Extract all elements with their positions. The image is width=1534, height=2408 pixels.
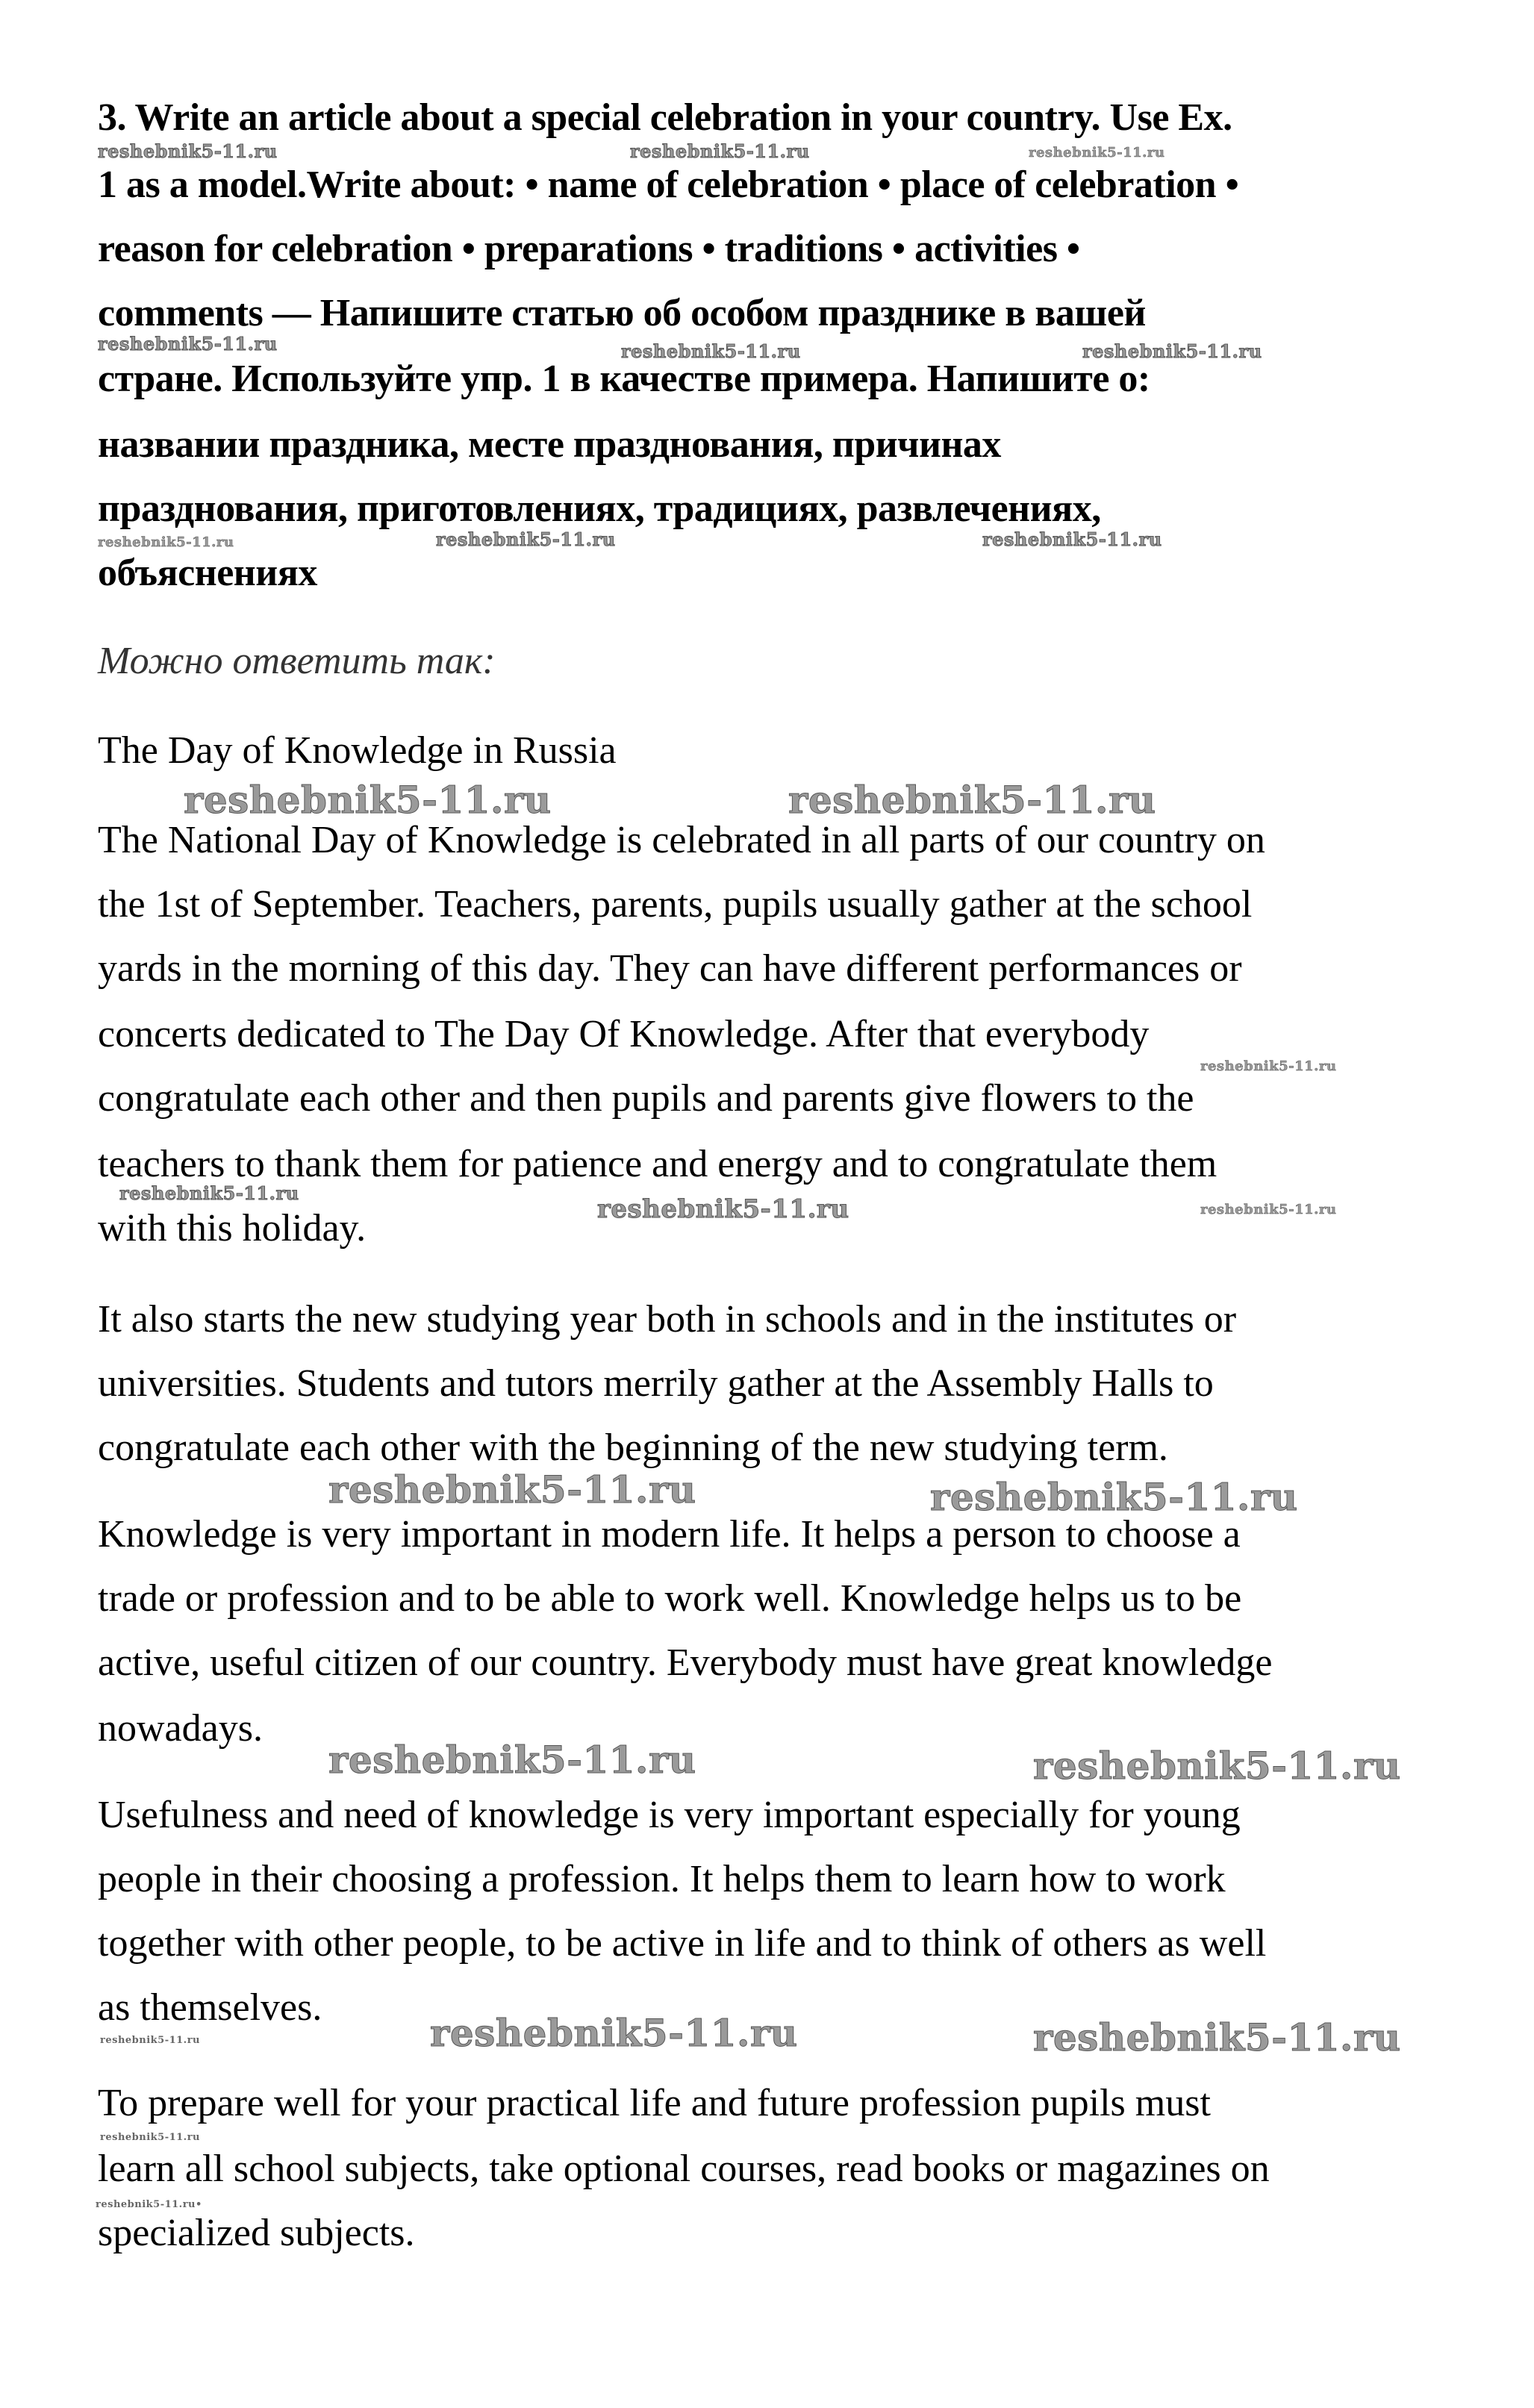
article-line: the 1st of September. Teachers, parents, pupils usually gather at the school: [98, 883, 1253, 926]
answer-intro: Можно ответить так:: [98, 640, 496, 682]
article-line: trade or profession and to be able to work well. Knowledge helps us to be: [98, 1577, 1242, 1620]
watermark: reshebnik5-11.ru: [1082, 340, 1262, 362]
watermark: reshebnik5-11.ru: [100, 2132, 201, 2143]
watermark: reshebnik5-11.ru: [184, 778, 552, 822]
task-line-4: comments — Напишите статью об особом празднике в вашей: [98, 292, 1146, 334]
watermark: reshebnik5-11.ru: [1033, 2015, 1401, 2059]
watermark: reshebnik5-11.ru: [328, 1467, 696, 1512]
watermark: reshebnik5-11.ru: [597, 1194, 849, 1224]
watermark: reshebnik5-11.ru: [1200, 1058, 1337, 1074]
task-line-7: празднования, приготовлениях, традициях, развлечениях,: [98, 487, 1101, 530]
article-line: specialized subjects.: [98, 2212, 415, 2254]
watermark: reshebnik5-11.ru: [119, 1182, 299, 1204]
article-line: Usefulness and need of knowledge is very important especially for young: [98, 1794, 1241, 1836]
watermark: reshebnik5-11.ru: [430, 2011, 798, 2055]
watermark: reshebnik5-11.ru: [98, 140, 278, 162]
article-line: as themselves.: [98, 1986, 322, 2029]
article-line: active, useful citizen of our country. Everybody must have great knowledge: [98, 1641, 1273, 1684]
watermark: reshebnik5-11.ru•: [96, 2199, 202, 2210]
watermark: reshebnik5-11.ru: [1200, 1202, 1337, 1217]
watermark: reshebnik5-11.ru: [621, 340, 801, 362]
watermark: reshebnik5-11.ru: [630, 140, 810, 162]
task-line-2: 1 as a model.Write about: • name of celebration • place of celebration •: [98, 163, 1239, 206]
task-line-5: стране. Используйте упр. 1 в качестве примера. Напишите о:: [98, 358, 1150, 400]
article-line: yards in the morning of this day. They can have different performances or: [98, 947, 1242, 990]
watermark: reshebnik5-11.ru: [328, 1738, 696, 1782]
article-line: with this holiday.: [98, 1207, 367, 1250]
article-line: congratulate each other with the beginning of the new studying term.: [98, 1426, 1168, 1469]
article-line: together with other people, to be active in life and to think of others as well: [98, 1922, 1267, 1965]
watermark: reshebnik5-11.ru: [788, 778, 1156, 822]
article-line: concerts dedicated to The Day Of Knowledge. After that everybody: [98, 1013, 1150, 1055]
article-line: The National Day of Knowledge is celebrated in all parts of our country on: [98, 819, 1265, 861]
article-title: The Day of Knowledge in Russia: [98, 729, 617, 772]
task-line-3: reason for celebration • preparations • traditions • activities •: [98, 228, 1080, 270]
article-line: nowadays.: [98, 1707, 263, 1750]
article-line: learn all school subjects, take optional courses, read books or magazines on: [98, 2147, 1270, 2190]
article-line: It also starts the new studying year both in schools and in the institutes or: [98, 1298, 1237, 1341]
watermark: reshebnik5-11.ru: [436, 528, 616, 550]
watermark: reshebnik5-11.ru: [98, 333, 278, 355]
watermark: reshebnik5-11.ru: [1033, 1744, 1401, 1788]
watermark: reshebnik5-11.ru: [982, 528, 1162, 550]
article-line: universities. Students and tutors merrily gather at the Assembly Halls to: [98, 1362, 1214, 1405]
task-line-8: объяснениях: [98, 552, 317, 594]
article-line: teachers to thank them for patience and energy and to congratulate them: [98, 1143, 1217, 1185]
article-line: congratulate each other and then pupils and parents give flowers to the: [98, 1077, 1194, 1120]
task-line-6: названии праздника, месте празднования, причинах: [98, 423, 1001, 466]
article-line: people in their choosing a profession. It helps them to learn how to work: [98, 1858, 1226, 1900]
watermark: reshebnik5-11.ru: [98, 534, 234, 550]
watermark: reshebnik5-11.ru: [930, 1475, 1298, 1519]
article-line: To prepare well for your practical life and future profession pupils must: [98, 2082, 1211, 2124]
watermark: reshebnik5-11.ru: [1029, 145, 1165, 160]
article-line: Knowledge is very important in modern life. It helps a person to choose a: [98, 1513, 1241, 1556]
task-line-1: 3. Write an article about a special celebration in your country. Use Ex.: [98, 96, 1232, 139]
watermark: reshebnik5-11.ru: [100, 2035, 201, 2046]
